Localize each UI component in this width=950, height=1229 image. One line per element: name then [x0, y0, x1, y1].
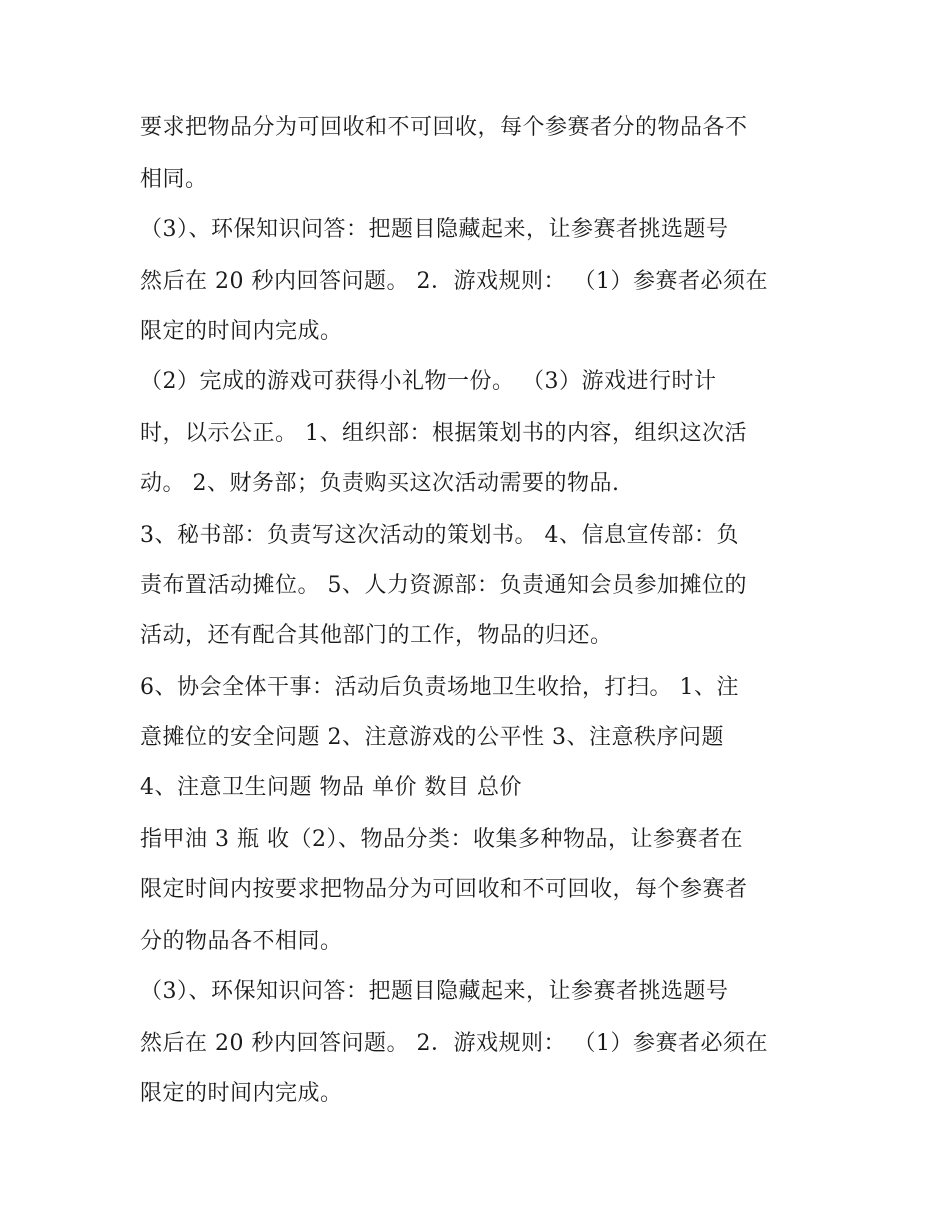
- text-line: 4、注意卫生问题 物品 单价 数目 总价: [140, 775, 522, 800]
- text-line: 相同。: [140, 167, 208, 192]
- text-line: （3）、环保知识问答：把题目隐藏起来，让参赛者挑选题号: [140, 217, 729, 242]
- text-line: 责布置活动摊位。 5、人力资源部：负责通知会员参加摊位的: [140, 573, 747, 598]
- text-line: 限定时间内按要求把物品分为可回收和不可回收，每个参赛者: [140, 877, 748, 902]
- text-line: 意摊位的安全问题 2、注意游戏的公平性 3、注意秩序问题: [140, 725, 724, 750]
- text-line: 指甲油 3 瓶 收（2）、物品分类：收集多种物品，让参赛者在: [140, 827, 743, 852]
- text-line: （2）完成的游戏可获得小礼物一份。 （3）游戏进行时计: [140, 369, 717, 394]
- text-line: 然后在 20 秒内回答问题。 2．游戏规则： （1）参赛者必须在: [140, 1031, 768, 1056]
- text-line: 要求把物品分为可回收和不可回收，每个参赛者分的物品各不: [140, 115, 748, 140]
- text-line: 限定的时间内完成。: [140, 319, 343, 344]
- text-line: 限定的时间内完成。: [140, 1081, 343, 1106]
- text-line: 分的物品各不相同。: [140, 929, 343, 954]
- text-line: 6、协会全体干事：活动后负责场地卫生收拾，打扫。 1、注: [140, 675, 739, 700]
- text-line: 时，以示公正。 1、组织部：根据策划书的内容，组织这次活: [140, 421, 747, 446]
- text-line: （3）、环保知识问答：把题目隐藏起来，让参赛者挑选题号: [140, 979, 729, 1004]
- text-line: 然后在 20 秒内回答问题。 2．游戏规则： （1）参赛者必须在: [140, 269, 768, 294]
- text-line: 活动，还有配合其他部门的工作，物品的归还。: [140, 623, 613, 648]
- text-line: 动。 2、财务部；负责购买这次活动需要的物品.: [140, 471, 620, 496]
- text-line: 3、秘书部：负责写这次活动的策划书。 4、信息宣传部：负: [140, 523, 739, 548]
